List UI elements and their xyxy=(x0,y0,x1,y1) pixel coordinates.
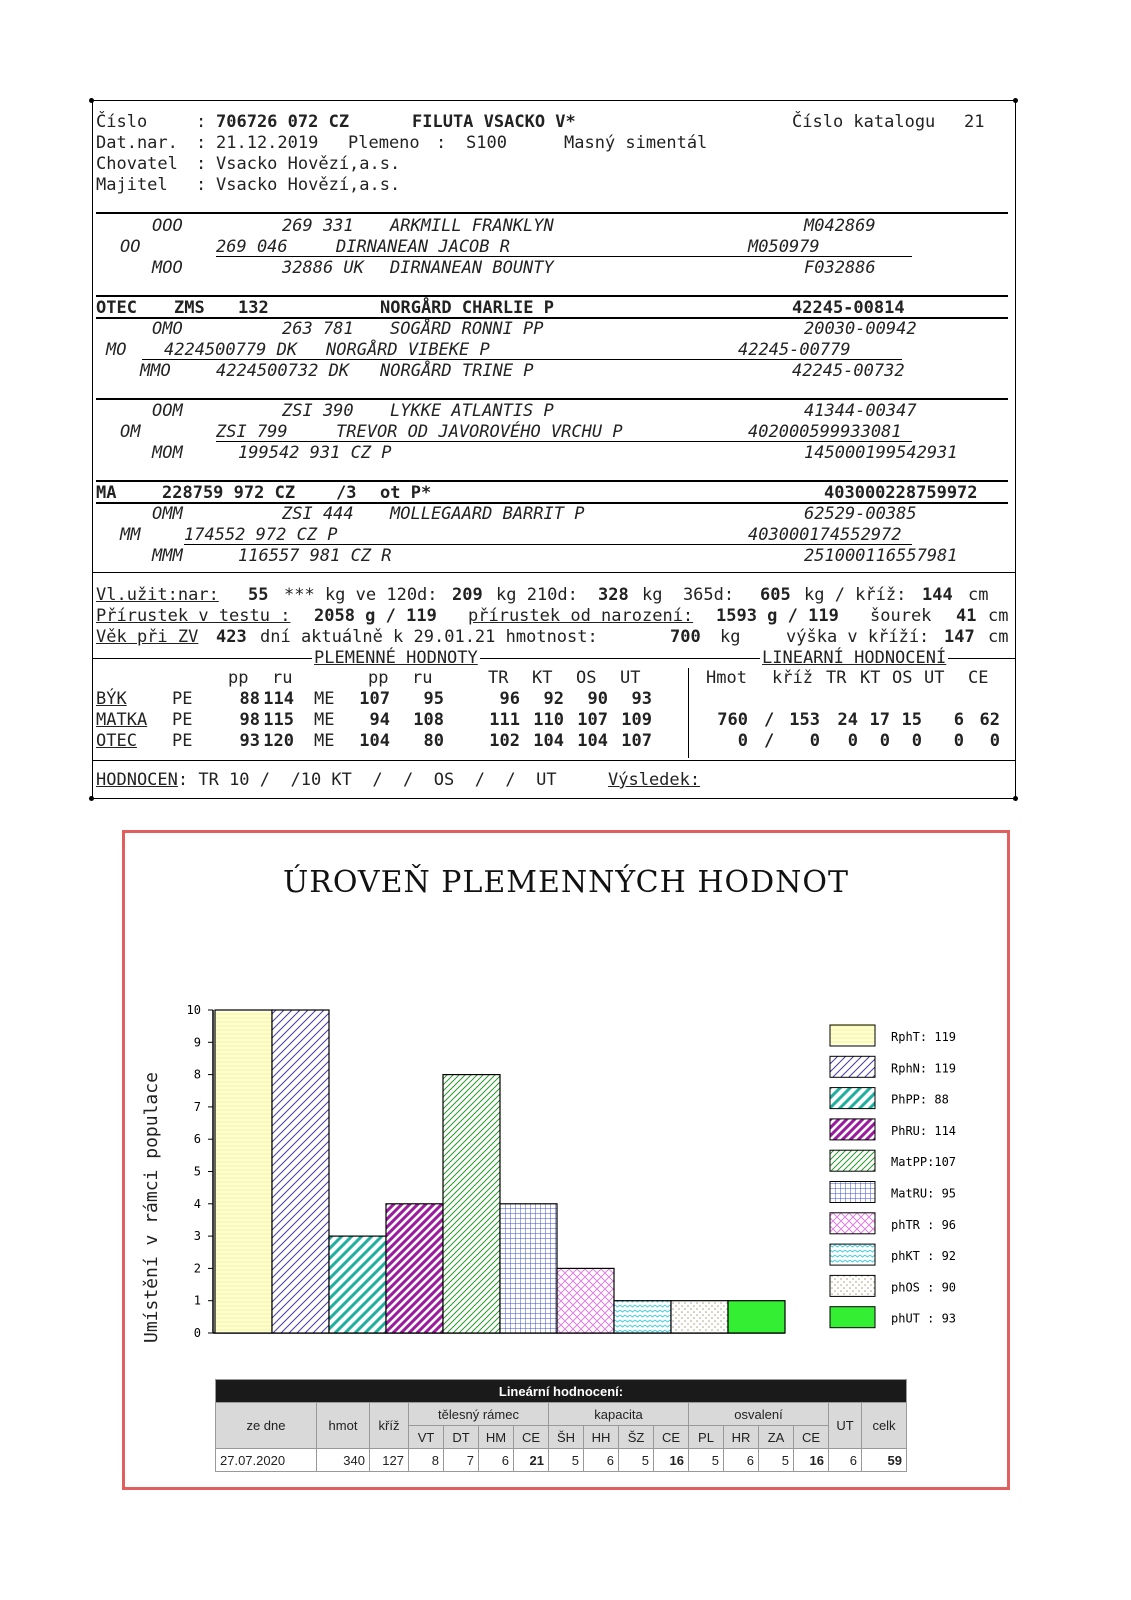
ph-kt: 92 xyxy=(543,689,564,709)
y-tick-label: 9 xyxy=(193,1035,201,1050)
legend-label: phUT : 93 xyxy=(891,1311,957,1326)
ph-label: MATKA xyxy=(96,710,148,730)
legend-label: PhRU: 114 xyxy=(891,1123,957,1138)
omo-name: SOGÅRD RONNI PP xyxy=(390,319,544,339)
ph-lkt xyxy=(854,689,890,709)
katalog-value: 21 xyxy=(964,112,985,132)
ph-hmot xyxy=(712,689,748,709)
datnar-label: Dat.nar. xyxy=(96,133,178,153)
ph-ut: 107 xyxy=(621,731,652,751)
bar xyxy=(557,1268,614,1333)
ph-lut xyxy=(928,689,964,709)
ph-tr: 111 xyxy=(489,710,520,730)
y-tick-label: 7 xyxy=(193,1099,201,1114)
chovatel-label: Chovatel xyxy=(96,154,178,174)
mmo-name: NORGÅRD TRINE P xyxy=(380,361,534,381)
linear-sub-header: CE xyxy=(794,1426,829,1449)
ph-ltr xyxy=(822,689,858,709)
ph-os: 107 xyxy=(577,710,608,730)
ooo-name: ARKMILL FRANKLYN xyxy=(390,216,554,236)
ph-los xyxy=(886,689,922,709)
linear-cell: 5 xyxy=(549,1449,584,1472)
ph-ru2: 95 xyxy=(423,689,444,709)
ma-id: 403000228759972 xyxy=(824,483,978,503)
ph-los: 15 xyxy=(901,710,922,730)
legend-swatch xyxy=(830,1119,875,1140)
ph-me: ME xyxy=(314,731,335,751)
ph-lut: 0 xyxy=(953,731,964,751)
ph-os: 90 xyxy=(587,689,608,709)
bar xyxy=(443,1075,500,1333)
ph-label: OTEC xyxy=(96,731,137,751)
linear-cell: 8 xyxy=(409,1449,444,1472)
linear-cell: 340 xyxy=(317,1449,370,1472)
ph-ru2: 80 xyxy=(423,731,444,751)
bar xyxy=(500,1204,557,1333)
linear-sub-header: DT xyxy=(444,1426,479,1449)
ph-lut: 6 xyxy=(953,710,964,730)
datnar-value: 21.12.2019 xyxy=(216,133,319,153)
legend-label: phTR : 96 xyxy=(891,1217,957,1232)
majitel-value: Vsacko Hovězí,a.s. xyxy=(216,175,401,195)
ph-ru: 114 xyxy=(263,689,294,709)
om-name: TREVOR OD JAVOROVÉHO VRCHU P xyxy=(336,422,623,442)
ph-lce: 62 xyxy=(979,710,1000,730)
bar xyxy=(386,1204,443,1333)
ph-lkt: 0 xyxy=(879,731,890,751)
ph-os: 104 xyxy=(577,731,608,751)
ph-pp: 93 xyxy=(239,731,260,751)
linear-sub-header: ŠZ xyxy=(619,1426,654,1449)
hodnocen-line: HODNOCEN: TR 10 / /10 KT / / OS / / UT xyxy=(96,770,557,790)
otec-id: 42245-00814 xyxy=(792,298,905,318)
linear-cell: 6 xyxy=(829,1449,862,1472)
bar xyxy=(272,1010,329,1333)
linear-table: Lineární hodnocení: ze dne hmot kříž tělesný rámec kapacita osvalení UT celk VT DT HM CE ŠH HH ŠZ CE PL HR ZA CE 27.07.2020 340 127 8 7 6 21 5 6 5 16 5 6 5 16 6 59 xyxy=(215,1379,907,1472)
ph-sl: / xyxy=(764,731,775,751)
linear-sub-header: VT xyxy=(409,1426,444,1449)
ma-code: MA xyxy=(96,483,117,503)
linear-sub-header: CE xyxy=(654,1426,689,1449)
ph-title: PLEMENNÉ HODNOTY xyxy=(314,648,478,668)
ph-kt: 104 xyxy=(533,731,564,751)
linear-cell: 6 xyxy=(584,1449,619,1472)
linear-cell: 16 xyxy=(794,1449,829,1472)
legend-label: MatPP:107 xyxy=(891,1155,957,1170)
plemeno-code: S100 xyxy=(466,133,507,153)
linear-sub-header: HR xyxy=(724,1426,759,1449)
otec-code: OTEC xyxy=(96,298,137,318)
y-tick-label: 6 xyxy=(193,1132,201,1147)
legend-swatch xyxy=(830,1213,875,1234)
y-tick-label: 4 xyxy=(193,1196,201,1211)
ph-kt: 110 xyxy=(533,710,564,730)
ph-kriz: 153 xyxy=(789,710,820,730)
ph-ut: 93 xyxy=(631,689,652,709)
ph-kriz xyxy=(784,689,820,709)
ph-lkt: 17 xyxy=(869,710,890,730)
ph-pe: PE xyxy=(172,710,193,730)
linear-sub-header: ZA xyxy=(759,1426,794,1449)
linear-cell: 16 xyxy=(654,1449,689,1472)
y-axis-label: Umístění v rámci populace xyxy=(141,1072,162,1343)
ph-ru: 115 xyxy=(263,710,294,730)
oom-name: LYKKE ATLANTIS P xyxy=(390,401,554,421)
chart-title: ÚROVEŇ PLEMENNÝCH HODNOT xyxy=(282,865,849,900)
ph-hmot: 0 xyxy=(737,731,748,751)
linear-sub-header: CE xyxy=(514,1426,549,1449)
y-tick-label: 8 xyxy=(193,1067,201,1082)
legend-label: phOS : 90 xyxy=(891,1280,957,1295)
y-tick-label: 5 xyxy=(193,1164,201,1179)
ph-me: ME xyxy=(314,689,335,709)
legend-swatch xyxy=(830,1244,875,1265)
legend-label: RphT: 119 xyxy=(891,1030,957,1044)
linear-sub-header: ŠH xyxy=(549,1426,584,1449)
chovatel-value: Vsacko Hovězí,a.s. xyxy=(216,154,401,174)
bar xyxy=(728,1301,785,1333)
katalog-label: Číslo katalogu xyxy=(792,112,936,132)
ph-ltr: 24 xyxy=(837,710,858,730)
ph-tr: 96 xyxy=(499,689,520,709)
ph-sl: / xyxy=(764,710,775,730)
legend-swatch xyxy=(830,1025,875,1046)
ph-pe: PE xyxy=(172,731,193,751)
y-tick-label: 3 xyxy=(193,1229,201,1244)
y-tick-label: 10 xyxy=(186,1003,201,1017)
legend-swatch xyxy=(830,1150,875,1171)
linear-cell: 59 xyxy=(862,1449,907,1472)
bar xyxy=(614,1301,671,1333)
linear-cell: 5 xyxy=(759,1449,794,1472)
plemeno-name: Masný simentál xyxy=(564,133,708,153)
majitel-label: Majitel xyxy=(96,175,168,195)
linear-sub-header: HM xyxy=(479,1426,514,1449)
ph-los: 0 xyxy=(911,731,922,751)
linear-cell: 127 xyxy=(370,1449,409,1472)
ph-lce: 0 xyxy=(989,731,1000,751)
linear-cell: 6 xyxy=(479,1449,514,1472)
bar xyxy=(671,1301,728,1333)
bar-chart xyxy=(125,833,1007,1363)
ph-label: BÝK xyxy=(96,689,127,709)
ph-pp2: 107 xyxy=(359,689,390,709)
bar xyxy=(215,1010,272,1333)
linear-cell: 7 xyxy=(444,1449,479,1472)
y-tick-label: 0 xyxy=(193,1326,201,1340)
legend-swatch xyxy=(830,1275,875,1296)
legend-label: RphN: 119 xyxy=(891,1061,957,1076)
ph-pe: PE xyxy=(172,689,193,709)
ph-pp2: 94 xyxy=(369,710,390,730)
ph-ru2: 108 xyxy=(413,710,444,730)
bar xyxy=(329,1236,386,1333)
ph-hmot: 760 xyxy=(717,710,748,730)
legend-swatch xyxy=(830,1182,875,1203)
omm-name: MOLLEGAARD BARRIT P xyxy=(390,504,585,524)
linear-cell: 21 xyxy=(514,1449,549,1472)
ph-ru: 120 xyxy=(263,731,294,751)
y-tick-label: 1 xyxy=(193,1293,201,1308)
otec-name: NORGÅRD CHARLIE P xyxy=(380,298,554,318)
mo-name: NORGÅRD VIBEKE P xyxy=(326,340,490,360)
ph-ltr: 0 xyxy=(847,731,858,751)
legend-swatch xyxy=(830,1056,875,1077)
legend-label: phKT : 92 xyxy=(891,1249,957,1264)
linear-sub-header: PL xyxy=(689,1426,724,1449)
legend-label: PhPP: 88 xyxy=(891,1092,949,1107)
cislo-value: 706726 072 CZ xyxy=(216,112,350,132)
legend-swatch xyxy=(830,1307,875,1328)
linear-table-title: Lineární hodnocení: xyxy=(216,1380,907,1403)
ph-tr: 102 xyxy=(489,731,520,751)
cislo-label: Číslo xyxy=(96,112,148,132)
ph-lce xyxy=(964,689,1000,709)
linear-sub-header: HH xyxy=(584,1426,619,1449)
lin-title: LINEARNÍ HODNOCENÍ xyxy=(762,648,947,668)
linear-cell: 27.07.2020 xyxy=(216,1449,317,1472)
chart-panel xyxy=(122,830,1010,1490)
ph-pp: 98 xyxy=(239,710,260,730)
ph-ut: 109 xyxy=(621,710,652,730)
legend-label: MatRU: 95 xyxy=(891,1186,957,1201)
ph-me: ME xyxy=(314,710,335,730)
plemeno-label: Plemeno xyxy=(348,133,420,153)
linear-cell: 6 xyxy=(724,1449,759,1472)
linear-cell: 5 xyxy=(619,1449,654,1472)
y-tick-label: 2 xyxy=(193,1261,201,1276)
ph-pp: 88 xyxy=(239,689,260,709)
oo-name: DIRNANEAN JACOB R xyxy=(336,237,510,257)
linear-cell: 5 xyxy=(689,1449,724,1472)
moo-name: DIRNANEAN BOUNTY xyxy=(390,258,554,278)
ph-kriz: 0 xyxy=(809,731,820,751)
ph-pp2: 104 xyxy=(359,731,390,751)
legend-swatch xyxy=(830,1088,875,1109)
animal-name: FILUTA VSACKO V* xyxy=(412,112,576,132)
